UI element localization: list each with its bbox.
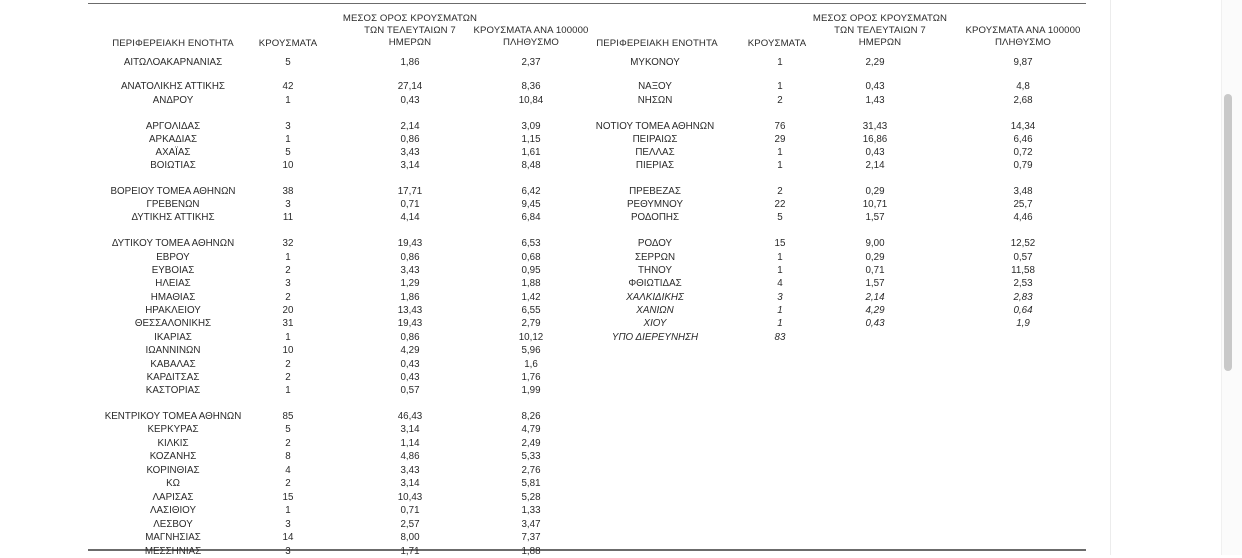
- right-cell-per100k: 0,64: [1013, 305, 1033, 316]
- right-cell-cases: 5: [777, 212, 783, 223]
- left-cell-region: ΜΕΣΣΗΝΙΑΣ: [144, 546, 202, 557]
- left-cell-avg: 10,43: [397, 492, 423, 503]
- left-cell-cases: 42: [282, 81, 294, 92]
- left-cell-cases: 1: [285, 332, 291, 343]
- left-cell-cases: 2: [285, 372, 291, 383]
- right-cell-cases: 1: [777, 57, 783, 68]
- left-cell-per100k: 8,36: [521, 81, 541, 92]
- left-cell-region: ΑΧΑΪΑΣ: [155, 147, 191, 158]
- right-cell-avg: 1,57: [865, 212, 885, 223]
- right-cell-region: ΠΙΕΡΙΑΣ: [635, 160, 675, 171]
- left-cell-cases: 85: [282, 411, 294, 422]
- left-cell-region: ΕΥΒΟΙΑΣ: [151, 265, 195, 276]
- left-cell-per100k: 6,84: [521, 212, 541, 223]
- right-cell-region: ΣΕΡΡΩΝ: [634, 252, 676, 263]
- left-cell-avg: 1,29: [400, 278, 420, 289]
- left-cell-cases: 8: [285, 451, 291, 462]
- left-cell-per100k: 1,15: [521, 134, 541, 145]
- left-header-cases: ΚΡΟΥΣΜΑΤΑ: [258, 38, 318, 49]
- left-cell-region: ΑΙΤΩΛΟΑΚΑΡΝΑΝΙΑΣ: [123, 57, 223, 68]
- left-cell-avg: 3,14: [400, 478, 420, 489]
- left-cell-per100k: 5,96: [521, 345, 541, 356]
- right-cell-cases: 22: [774, 199, 786, 210]
- right-cell-per100k: 1,9: [1016, 318, 1030, 329]
- left-cell-cases: 1: [285, 95, 291, 106]
- right-cell-cases: 1: [777, 305, 783, 316]
- left-cell-region: ΘΕΣΣΑΛΟΝΙΚΗΣ: [134, 318, 212, 329]
- right-cell-per100k: 14,34: [1010, 121, 1036, 132]
- left-cell-avg: 19,43: [397, 238, 423, 249]
- left-cell-region: ΚΩ: [166, 478, 180, 489]
- left-cell-cases: 3: [285, 519, 291, 530]
- right-cell-cases: 1: [777, 252, 783, 263]
- right-cell-cases: 1: [777, 160, 783, 171]
- right-header-region: ΠΕΡΙΦΕΡΕΙΑΚΗ ΕΝΟΤΗΤΑ: [596, 38, 718, 49]
- left-cell-per100k: 1,88: [521, 546, 541, 557]
- right-cell-region: ΡΟΔΟΥ: [637, 238, 673, 249]
- left-cell-cases: 15: [282, 492, 294, 503]
- right-cell-cases: 1: [777, 81, 783, 92]
- right-cell-region: ΝΑΞΟΥ: [638, 81, 672, 92]
- right-cell-per100k: 2,68: [1013, 95, 1033, 106]
- right-cell-per100k: 4,46: [1013, 212, 1033, 223]
- right-cell-region: ΧΑΝΙΩΝ: [636, 305, 674, 316]
- right-cell-cases: 1: [777, 147, 783, 158]
- top-rule: [88, 3, 1086, 4]
- right-cell-per100k: 11,58: [1011, 265, 1035, 276]
- right-cell-region: ΧΙΟΥ: [643, 318, 667, 329]
- left-cell-per100k: 2,37: [521, 57, 541, 68]
- left-cell-region: ΗΜΑΘΙΑΣ: [150, 292, 196, 303]
- left-cell-avg: 0,86: [400, 134, 420, 145]
- left-cell-avg: 1,71: [400, 546, 420, 557]
- left-cell-cases: 2: [285, 292, 291, 303]
- bottom-rule: [88, 549, 1086, 551]
- left-cell-per100k: 2,76: [521, 465, 541, 476]
- right-cell-avg: 2,14: [865, 160, 885, 171]
- left-cell-region: ΗΛΕΙΑΣ: [155, 278, 191, 289]
- left-cell-region: ΕΒΡΟΥ: [156, 252, 190, 263]
- right-cell-avg: 1,57: [865, 278, 885, 289]
- right-cell-region: ΡΕΘΥΜΝΟΥ: [627, 199, 683, 210]
- right-cell-per100k: 6,46: [1013, 134, 1033, 145]
- left-cell-per100k: 3,09: [521, 121, 541, 132]
- right-cell-avg: 0,43: [865, 318, 885, 329]
- left-cell-cases: 1: [285, 385, 291, 396]
- right-header-avg-line3: ΗΜΕΡΩΝ: [858, 37, 902, 48]
- left-cell-region: ΙΚΑΡΙΑΣ: [154, 332, 192, 343]
- left-cell-avg: 4,86: [400, 451, 420, 462]
- left-cell-per100k: 5,33: [521, 451, 541, 462]
- left-cell-cases: 5: [285, 57, 291, 68]
- left-cell-region: ΑΡΓΟΛΙΔΑΣ: [145, 121, 201, 132]
- left-cell-per100k: 10,12: [518, 332, 544, 343]
- right-cell-per100k: 0,57: [1013, 252, 1033, 263]
- right-cell-region: ΝΟΤΙΟΥ ΤΟΜΕΑ ΑΘΗΝΩΝ: [595, 121, 715, 132]
- left-cell-cases: 31: [282, 318, 294, 329]
- left-header-per100k: [466, 25, 596, 49]
- right-cell-per100k: 12,52: [1010, 238, 1036, 249]
- left-cell-avg: 0,57: [400, 385, 420, 396]
- left-cell-cases: 3: [285, 199, 291, 210]
- right-header-avg-line1: ΜΕΣΟΣ ΟΡΟΣ ΚΡΟΥΣΜΑΤΩΝ: [812, 13, 948, 24]
- left-cell-avg: 1,86: [400, 292, 420, 303]
- left-cell-cases: 20: [282, 305, 294, 316]
- right-cell-per100k: 25,7: [1013, 199, 1033, 210]
- right-cell-region: ΜΥΚΟΝΟΥ: [630, 57, 680, 68]
- right-header-per100k-line2: ΠΛΗΘΥΣΜΟ: [994, 37, 1051, 48]
- right-cell-avg: 16,86: [862, 134, 888, 145]
- right-cell-cases: 3: [777, 292, 783, 303]
- right-cell-per100k: 2,53: [1013, 278, 1033, 289]
- left-cell-per100k: 10,84: [518, 95, 544, 106]
- left-cell-region: ΙΩΑΝΝΙΝΩΝ: [145, 345, 201, 356]
- left-cell-cases: 38: [282, 186, 294, 197]
- left-cell-region: ΓΡΕΒΕΝΩΝ: [146, 199, 200, 210]
- left-cell-cases: 2: [285, 359, 291, 370]
- right-cell-cases: 76: [774, 121, 786, 132]
- left-cell-per100k: 8,48: [521, 160, 541, 171]
- left-cell-region: ΗΡΑΚΛΕΙΟΥ: [145, 305, 201, 316]
- left-cell-cases: 1: [285, 505, 291, 516]
- left-cell-avg: 4,14: [400, 212, 420, 223]
- left-cell-per100k: 1,76: [521, 372, 541, 383]
- right-cell-cases: 2: [777, 186, 783, 197]
- right-cell-region: ΥΠΟ ΔΙΕΡΕΥΝΗΣΗ: [611, 332, 699, 343]
- left-cell-per100k: 2,49: [521, 438, 541, 449]
- left-cell-cases: 14: [282, 532, 294, 543]
- left-cell-avg: 3,43: [400, 265, 420, 276]
- left-cell-per100k: 3,47: [521, 519, 541, 530]
- left-cell-region: ΑΝΔΡΟΥ: [152, 95, 194, 106]
- right-cell-cases: 4: [777, 278, 783, 289]
- left-cell-region: ΜΑΓΝΗΣΙΑΣ: [145, 532, 201, 543]
- right-cell-region: ΠΕΛΛΑΣ: [635, 147, 675, 158]
- left-cell-region: ΚΟΖΑΝΗΣ: [149, 451, 197, 462]
- left-cell-avg: 0,43: [400, 372, 420, 383]
- left-cell-cases: 2: [285, 265, 291, 276]
- left-cell-cases: 5: [285, 147, 291, 158]
- left-cell-cases: 3: [285, 278, 291, 289]
- left-cell-avg: 0,86: [400, 252, 420, 263]
- right-cell-cases: 83: [774, 332, 786, 343]
- left-cell-per100k: 5,81: [521, 478, 541, 489]
- left-cell-per100k: 0,95: [521, 265, 541, 276]
- left-header-region: ΠΕΡΙΦΕΡΕΙΑΚΗ ΕΝΟΤΗΤΑ: [112, 38, 234, 49]
- left-cell-region: ΛΕΣΒΟΥ: [153, 519, 193, 530]
- left-cell-per100k: 1,42: [521, 292, 541, 303]
- left-cell-cases: 3: [285, 121, 291, 132]
- right-cell-avg: 2,14: [865, 292, 885, 303]
- left-header-avg: [340, 13, 480, 49]
- right-cell-avg: 2,29: [865, 57, 885, 68]
- left-cell-avg: 0,86: [400, 332, 420, 343]
- left-cell-avg: 8,00: [400, 532, 420, 543]
- right-cell-region: ΠΕΙΡΑΙΩΣ: [632, 134, 678, 145]
- right-cell-avg: 0,29: [865, 252, 885, 263]
- left-cell-cases: 2: [285, 478, 291, 489]
- right-header-per100k-line1: ΚΡΟΥΣΜΑΤΑ ΑΝΑ 100000: [965, 25, 1081, 36]
- right-cell-region: ΝΗΣΩΝ: [637, 95, 673, 106]
- scrollbar-thumb[interactable]: [1224, 94, 1232, 371]
- left-cell-region: ΛΑΡΙΣΑΣ: [152, 492, 194, 503]
- right-cell-region: ΤΗΝΟΥ: [638, 265, 672, 276]
- left-cell-avg: 4,29: [400, 345, 420, 356]
- right-cell-avg: 0,43: [865, 81, 885, 92]
- left-cell-per100k: 1,33: [521, 505, 541, 516]
- right-cell-avg: 1,43: [865, 95, 885, 106]
- left-cell-per100k: 1,61: [521, 147, 541, 158]
- right-cell-cases: 1: [777, 318, 783, 329]
- left-cell-avg: 1,14: [400, 438, 420, 449]
- left-cell-per100k: 6,53: [521, 238, 541, 249]
- left-cell-per100k: 4,79: [521, 424, 541, 435]
- left-cell-per100k: 1,99: [521, 385, 541, 396]
- left-cell-avg: 27,14: [397, 81, 423, 92]
- right-cell-region: ΧΑΛΚΙΔΙΚΗΣ: [626, 292, 684, 303]
- left-cell-region: ΑΡΚΑΔΙΑΣ: [149, 134, 197, 145]
- right-cell-avg: 0,29: [865, 186, 885, 197]
- right-cell-per100k: 2,83: [1013, 292, 1033, 303]
- right-header-per100k: [958, 25, 1088, 49]
- left-cell-avg: 13,43: [397, 305, 423, 316]
- left-cell-avg: 3,43: [400, 147, 420, 158]
- page-edge: [1110, 0, 1111, 555]
- left-cell-cases: 1: [285, 252, 291, 263]
- right-cell-per100k: 9,87: [1013, 57, 1033, 68]
- left-cell-avg: 46,43: [397, 411, 423, 422]
- left-cell-region: ΔΥΤΙΚΟΥ ΤΟΜΕΑ ΑΘΗΝΩΝ: [111, 238, 235, 249]
- left-cell-region: ΚΙΛΚΙΣ: [157, 438, 189, 449]
- left-cell-region: ΒΟΙΩΤΙΑΣ: [150, 160, 196, 171]
- left-cell-region: ΚΕΝΤΡΙΚΟΥ ΤΟΜΕΑ ΑΘΗΝΩΝ: [104, 411, 242, 422]
- left-header-per100k-line2: ΠΛΗΘΥΣΜΟ: [502, 37, 559, 48]
- right-header-cases: ΚΡΟΥΣΜΑΤΑ: [747, 38, 807, 49]
- left-cell-region: ΒΟΡΕΙΟΥ ΤΟΜΕΑ ΑΘΗΝΩΝ: [110, 186, 236, 197]
- left-cell-per100k: 7,37: [521, 532, 541, 543]
- left-cell-avg: 2,14: [400, 121, 420, 132]
- right-cell-region: ΡΟΔΟΠΗΣ: [630, 212, 680, 223]
- left-cell-per100k: 6,55: [521, 305, 541, 316]
- left-cell-avg: 0,43: [400, 95, 420, 106]
- right-cell-region: ΦΘΙΩΤΙΔΑΣ: [628, 278, 682, 289]
- left-cell-region: ΚΑΒΑΛΑΣ: [150, 359, 196, 370]
- right-cell-avg: 10,71: [862, 199, 888, 210]
- left-cell-avg: 0,43: [400, 359, 420, 370]
- right-header-avg: [810, 13, 950, 49]
- left-cell-region: ΚΑΡΔΙΤΣΑΣ: [146, 372, 200, 383]
- left-header-avg-line3: ΗΜΕΡΩΝ: [388, 37, 432, 48]
- left-cell-cases: 5: [285, 424, 291, 435]
- right-cell-cases: 1: [777, 265, 783, 276]
- left-cell-per100k: 1,6: [524, 359, 538, 370]
- left-cell-per100k: 1,88: [521, 278, 541, 289]
- left-cell-cases: 3: [285, 546, 291, 557]
- right-cell-avg: 31,43: [862, 121, 888, 132]
- left-cell-avg: 1,86: [400, 57, 420, 68]
- left-header-per100k-line1: ΚΡΟΥΣΜΑΤΑ ΑΝΑ 100000: [473, 25, 589, 36]
- left-cell-per100k: 0,68: [521, 252, 541, 263]
- right-cell-per100k: 4,8: [1016, 81, 1030, 92]
- left-cell-avg: 0,71: [400, 505, 420, 516]
- right-cell-avg: 0,43: [865, 147, 885, 158]
- left-cell-per100k: 5,28: [521, 492, 541, 503]
- left-cell-avg: 3,43: [400, 465, 420, 476]
- right-cell-avg: 4,29: [865, 305, 885, 316]
- left-cell-per100k: 8,26: [521, 411, 541, 422]
- left-cell-region: ΚΑΣΤΟΡΙΑΣ: [145, 385, 201, 396]
- right-cell-avg: 0,71: [865, 265, 885, 276]
- left-cell-avg: 0,71: [400, 199, 420, 210]
- right-cell-per100k: 3,48: [1013, 186, 1033, 197]
- left-cell-cases: 10: [282, 345, 294, 356]
- right-cell-cases: 2: [777, 95, 783, 106]
- right-cell-avg: 9,00: [865, 238, 885, 249]
- left-cell-per100k: 9,45: [521, 199, 541, 210]
- left-cell-avg: 19,43: [397, 318, 423, 329]
- left-cell-cases: 4: [285, 465, 291, 476]
- left-cell-avg: 2,57: [400, 519, 420, 530]
- left-cell-avg: 17,71: [397, 186, 423, 197]
- right-header-avg-line2: ΤΩΝ ΤΕΛΕΥΤΑΙΩΝ 7: [834, 25, 926, 36]
- left-cell-per100k: 2,79: [521, 318, 541, 329]
- left-cell-region: ΚΟΡΙΝΘΙΑΣ: [146, 465, 200, 476]
- right-cell-per100k: 0,79: [1013, 160, 1033, 171]
- left-cell-cases: 11: [282, 212, 294, 223]
- right-cell-cases: 15: [774, 238, 786, 249]
- left-cell-region: ΚΕΡΚΥΡΑΣ: [147, 424, 199, 435]
- left-cell-region: ΑΝΑΤΟΛΙΚΗΣ ΑΤΤΙΚΗΣ: [121, 81, 225, 92]
- left-cell-cases: 10: [282, 160, 294, 171]
- left-cell-cases: 32: [282, 238, 294, 249]
- right-cell-cases: 29: [774, 134, 786, 145]
- right-cell-per100k: 0,72: [1013, 147, 1033, 158]
- left-header-avg-line1: ΜΕΣΟΣ ΟΡΟΣ ΚΡΟΥΣΜΑΤΩΝ: [342, 13, 478, 24]
- left-cell-region: ΔΥΤΙΚΗΣ ΑΤΤΙΚΗΣ: [131, 212, 215, 223]
- left-cell-avg: 3,14: [400, 424, 420, 435]
- left-cell-cases: 1: [285, 134, 291, 145]
- left-cell-per100k: 6,42: [521, 186, 541, 197]
- left-cell-avg: 3,14: [400, 160, 420, 171]
- left-header-avg-line2: ΤΩΝ ΤΕΛΕΥΤΑΙΩΝ 7: [364, 25, 456, 36]
- left-cell-region: ΛΑΣΙΘΙΟΥ: [149, 505, 197, 516]
- left-cell-cases: 2: [285, 438, 291, 449]
- right-cell-region: ΠΡΕΒΕΖΑΣ: [629, 186, 681, 197]
